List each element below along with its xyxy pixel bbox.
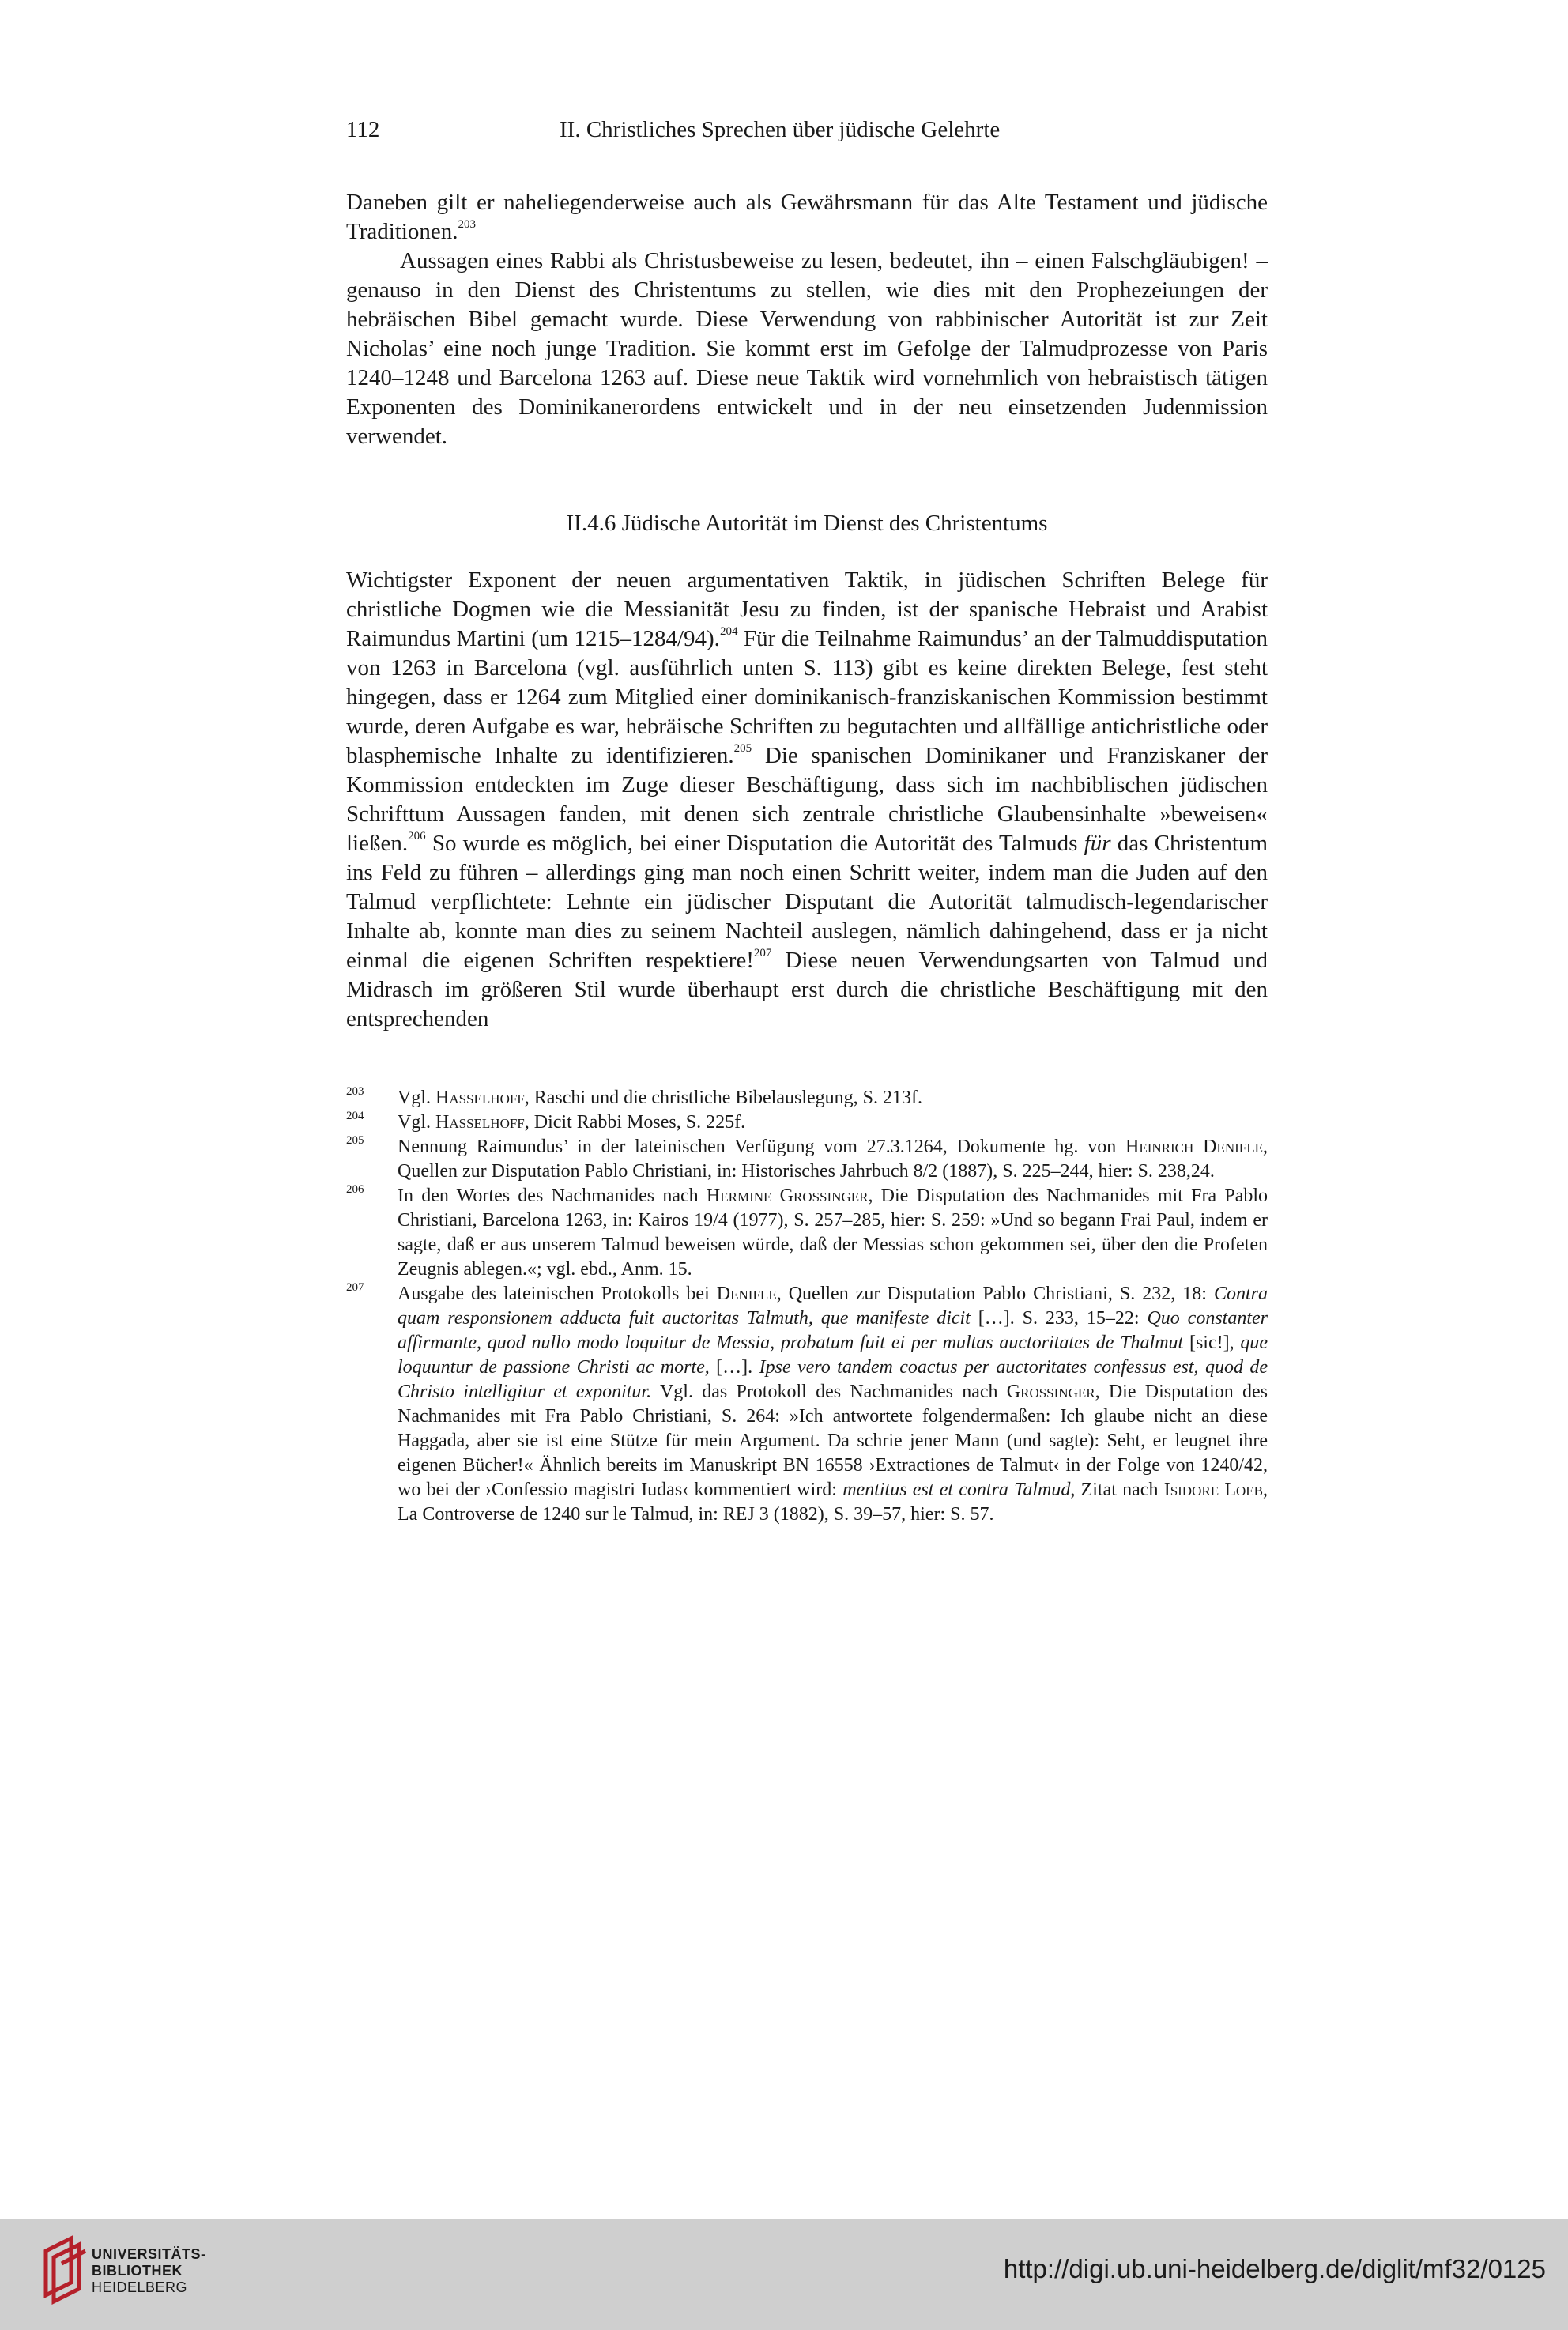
footnote-ref-206[interactable]: 206 <box>408 830 426 843</box>
footnote-text: , Quellen zur Disputation Pablo Christiani, S. 232, 18: <box>776 1284 1214 1304</box>
footnote-number: 206 <box>346 1183 364 1196</box>
author-name: Hasselhoff <box>435 1112 525 1133</box>
footer-bar <box>0 2219 1568 2330</box>
footnote-207 <box>346 1282 1268 1527</box>
footnote-text: , Zitat nach <box>1070 1480 1164 1500</box>
footnotes <box>346 1086 1268 1527</box>
latin-quote: Quo constanter affirmante, quod nullo modo loquitur de Messia, probatum fuit ei per multas auctoritates de Thalmut <box>398 1308 1268 1353</box>
author-name: Denifle <box>716 1284 777 1304</box>
text-segment: das Christentum ins Feld zu führen – allerdings ging man noch einen Schritt weiter, indem man die Juden auf den Talmud verpflichtete: Lehnte ein jüdischer Disputant die Autorität talmudisch-legendarischer Inhalte ab, konnte man dies zu seinem Nachteil auslegen, nämlich dahingehend, dass er ja nicht einmal die eigenen Schriften respektiere! <box>346 831 1268 973</box>
running-head: II. Christliches Sprechen über jüdische Gelehrte <box>560 117 1001 142</box>
footnote-number: 203 <box>346 1085 364 1098</box>
page-number: 112 <box>346 117 380 142</box>
footnote-text: , Die Disputation des Nachmanides mit Fra Pablo Christiani, S. 264: »Ich antwortete folgendermaßen: Ich glaube nicht an diese Haggada, aber sie ist eine Stütze für mein Argument. Da schrie jener Mann (und sagte): Seht, er leugnet ihre eigenen Bücher!« Ähnlich bereits im Manuskript BN 16558 ›Extractiones de Talmut‹ in der Folge von 1240/42, wo bei der ›Confessio magistri Iudas‹ kommentiert wird: <box>398 1382 1268 1500</box>
footnote-text: , Die Disputation des Nachmanides mit Fra Pablo Christiani, Barcelona 1263, in: Kairos 19/4 (1977), S. 257–285, hier: S. 259: »Und so begann Frai Paul, indem er sagte, daß er aus unserem Talmud beweisen würde, daß der Messias schon gekommen sei, über den die Profeten Zeugnis ablegen.«; vgl. ebd., Anm. 15. <box>398 1186 1268 1280</box>
footnote-ref-204[interactable]: 204 <box>719 625 738 639</box>
latin-quote: mentitus est et contra Talmud <box>842 1480 1071 1500</box>
latin-quote: Contra quam responsionem adducta fuit auctoritas Talmuth, que manifeste dicit <box>398 1284 1268 1329</box>
footnote-203 <box>346 1086 1268 1110</box>
library-logo-text <box>92 2246 206 2296</box>
author-name: Grossinger <box>1006 1382 1095 1402</box>
footnote-number: 205 <box>346 1134 364 1147</box>
footnote-text: , Raschi und die christliche Bibelauslegung, S. 213f. <box>524 1088 922 1108</box>
footnote-text: , Quellen zur Disputation Pablo Christiani, in: Historisches Jahrbuch 8/2 (1887), S. 225–244, hier: S. 238,24. <box>398 1137 1268 1182</box>
paragraph-main <box>346 566 1268 1034</box>
footnote-text: Vgl. <box>398 1088 435 1108</box>
footnote-text: Vgl. <box>398 1112 435 1133</box>
text-segment: So wurde es möglich, bei einer Disputation die Autorität des Talmuds <box>425 831 1084 856</box>
text-segment: Wichtigster Exponent der neuen argumentativen Taktik, in jüdischen Schriften Belege für christliche Dogmen wie die Messianität Jesu zu finden, ist der spanische Hebraist und Arabist Raimundus Martini (um 1215–1284/94). <box>346 567 1268 651</box>
logo-line: BIBLIOTHEK <box>92 2263 183 2279</box>
latin-quote: Ipse vero tandem coactus per auctoritates confessus est, quod de Christo intelligitur et exponitur. <box>398 1357 1268 1402</box>
footnote-number: 207 <box>346 1281 364 1294</box>
footnote-text: Ausgabe des lateinischen Protokolls bei <box>398 1284 717 1304</box>
paragraph-continuation <box>346 188 1268 247</box>
footnote-text: In den Wortes des Nachmanides nach <box>398 1186 707 1206</box>
footnote-205 <box>346 1135 1268 1184</box>
footnote-text: , La Controverse de 1240 sur le Talmud, in: REJ 3 (1882), S. 39–57, hier: S. 57. <box>398 1480 1268 1525</box>
author-name: Hermine Grossinger <box>706 1186 869 1206</box>
logo-line: HEIDELBERG <box>92 2279 188 2295</box>
footnote-204 <box>346 1110 1268 1135</box>
footnote-text: […]. S. 233, 15–22: <box>970 1308 1148 1329</box>
footnote-206 <box>346 1184 1268 1282</box>
top-text-block <box>346 188 1268 451</box>
main-text-block <box>346 566 1268 1034</box>
page-header <box>346 117 1268 149</box>
emphasis-fuer: für <box>1084 831 1111 856</box>
paragraph-text: Daneben gilt er naheliegenderweise auch als Gewährsmann für das Alte Testament und jüdische Traditionen. <box>346 190 1268 244</box>
author-name: Isidore Loeb <box>1163 1480 1263 1500</box>
paragraph-rabbi-statements: Aussagen eines Rabbi als Christusbeweise zu lesen, bedeutet, ihn – einen Falschgläubigen! – genauso in den Dienst des Christentums zu stellen, wie dies mit den Prophezeiungen der hebräischen Bibel gemacht wurde. Diese Verwendung von rabbinischer Autorität ist zur Zeit Nicholas’ eine noch junge Tradition. Sie kommt erst im Gefolge der Talmudprozesse von Paris 1240–1248 und Barcelona 1263 auf. Diese neue Taktik wird vornehmlich von hebraistisch tätigen Exponenten des Dominikanerordens entwickelt und in der neu einsetzenden Judenmission verwendet. <box>346 248 1268 449</box>
author-name: Heinrich Denifle <box>1125 1137 1264 1157</box>
footnote-ref-207[interactable]: 207 <box>753 947 772 960</box>
latin-quote: que loquuntur de passione Christi ac morte, <box>398 1333 1268 1378</box>
logo-line: UNIVERSITÄTS- <box>92 2246 206 2262</box>
text-segment: Die spanischen Dominikaner und Franziskaner der Kommission entdeckten im Zuge dieser Beschäftigung, dass sich im nachbiblischen jüdischen Schrifttum Aussagen fanden, mit denen sich zentrale christliche Glaubensinhalte »beweisen« ließen. <box>346 743 1268 856</box>
author-name: Hasselhoff <box>435 1088 525 1108</box>
footnote-ref-205[interactable]: 205 <box>733 742 752 756</box>
text-segment: Diese neuen Verwendungsarten von Talmud und Midrasch im größeren Stil wurde überhaupt erst durch die christliche Beschäftigung mit den entsprechenden <box>346 948 1268 1031</box>
section-heading: II.4.6 Jüdische Autorität im Dienst des Christentums <box>566 511 1048 536</box>
footnote-text: Nennung Raimundus’ in der lateinischen Verfügung vom 27.3.1264, Dokumente hg. von <box>398 1137 1126 1157</box>
footnote-text: , Dicit Rabbi Moses, S. 225f. <box>524 1112 746 1133</box>
text-segment: Für die Teilnahme Raimundus’ an der Talmuddisputation von 1263 in Barcelona (vgl. ausführlich unten S. 113) gibt es keine direkten Belege, fest steht hingegen, dass er 1264 zum Mitglied einer dominikanisch-franziskanischen Kommission bestimmt wurde, deren Aufgabe es war, hebräische Schriften zu begutachten und allfällige antichristliche oder blasphemische Inhalte zu identifizieren. <box>346 626 1268 768</box>
footnote-text: […]. <box>709 1357 760 1378</box>
footnote-text: Vgl. das Protokoll des Nachmanides nach <box>651 1382 1007 1402</box>
library-logo-icon <box>40 2234 87 2313</box>
footnote-number: 204 <box>346 1110 364 1122</box>
footnote-text: [sic!], <box>1183 1333 1241 1353</box>
footnote-ref-203[interactable]: 203 <box>458 218 477 232</box>
source-url-link[interactable]: http://digi.ub.uni-heidelberg.de/diglit/mf32/0125 <box>1003 2254 1546 2283</box>
